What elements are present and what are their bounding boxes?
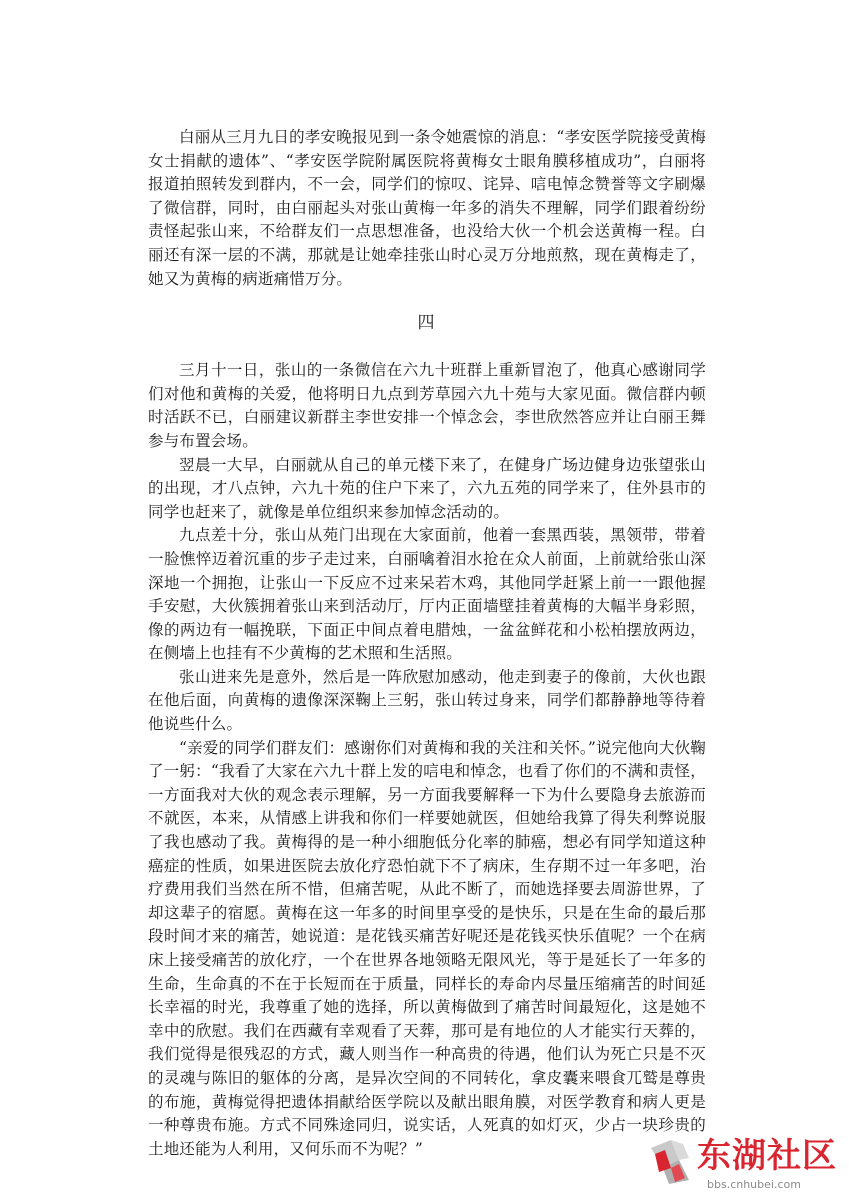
site-watermark: [649, 1134, 839, 1196]
paragraph-1: 白丽从三月九日的孝安晚报见到一条令她震惊的消息：“孝安医学院接受黄梅女士捐献的遗体”、“孝安医学院附属医院将黄梅女士眼角膜移植成功”，白丽将报道拍照转发到群内，不一会，同学们的惊叹、诧异、唁电悼念赞誉等文字刷爆了微信群，同时，由白丽起头对张山黄梅一年多的消失不理解，同学们跟着纷纷责怪起张山来，不给群友们一点思想准备，也没给大伙一个机会送黄梅一程。白丽还有深一层的不满，那就是让她牵挂张山时心灵万分地煎熬，现在黄梅走了，她又为黄梅的病逝痛惜万分。: [148, 128, 706, 288]
paragraph-3: 翌晨一大早，白丽就从自己的单元楼下来了，在健身广场边健身边张望张山的出现，才八点钟，六九十苑的住户下来了，六九五苑的同学来了，住外县市的同学也赶来了，就像是单位组织来参加悼念活动的。: [148, 455, 706, 521]
paragraph-6: “亲爱的同学们群友们：感谢你们对黄梅和我的关注和关怀。”说完他向大伙鞠了一躬：“我看了大家在六九十群上发的唁电和悼念，也看了你们的不满和责怪，一方面我对大伙的观念表示理解，另一方面我要解释一下为什么要隐身去旅游而不就医，本来，从情感上讲我和你们一样要她就医，但她给我算了得失利弊说服了我也感动了我。黄梅得的是一种小细胞低分化率的肺癌，想必有同学知道这种癌症的性质，如果进医院去放化疗恐怕就下不了病床，生存期不过一年多吧，治疗费用我们当然在所不惜，但痛苦呢，从此不断了，而她选择要去周游世界，了却这辈子的宿愿。黄梅在这一年多的时间里享受的是快乐，只是在生命的最后那段时间才来的痛苦，她说道：是花钱买痛苦好呢还是花钱买快乐值呢？一个在病床上接受痛苦的放化疗，一个在世界各地领略无限风光，等于是延长了一年多的生命，生命真的不在于长短而在于质量，同样长的寿命内尽量压缩痛苦的时间延长幸福的时光，我尊重了她的选择，所以黄梅做到了痛苦时间最短化，这是她不幸中的欣慰。我们在西藏有幸观看了天葬，那可是有地位的人才能实行天葬的，我们觉得是很残忍的方式，藏人则当作一种高贵的待遇，他们认为死亡只是不灭的灵魂与陈旧的躯体的分离，是异次空间的不同转化，拿皮囊来喂食兀鹫是尊贵的布施，黄梅觉得把遗体捐献给医学院以及献出眼角膜，对医学教育和病人更是一种尊贵布施。方式不同殊途同归，说实话，人死真的如灯灭，少占一块珍贵的土地还能为人利用，又何乐而不为呢？”: [148, 738, 706, 1158]
watermark-url: bbs.cnhubei.com: [707, 1178, 801, 1191]
watermark-brand: 东湖社区: [697, 1136, 837, 1176]
brand-logo-icon: [649, 1138, 699, 1186]
section-title: 四: [417, 313, 437, 334]
document-page: [148, 126, 706, 1161]
paragraph-2: 三月十一日，张山的一条微信在六九十班群上重新冒泡了，他真心感谢同学们对他和黄梅的关爱，他将明日九点到芳草园六九十苑与大家见面。微信群内顿时活跃不已，白丽建议新群主李世安排一个悼念会，李世欣然答应并让白丽王舞参与布置会场。: [148, 361, 706, 450]
paragraph-5: 张山进来先是意外，然后是一阵欣慰加感动，他走到妻子的像前，大伙也跟在他后面，向黄梅的遗像深深鞠上三躬，张山转过身来，同学们都静静地等待着他说些什么。: [148, 667, 706, 734]
paragraph-4: 九点差十分，张山从苑门出现在大家面前，他着一套黑西装，黑领带，带着一脸憔悴迈着沉重的步子走过来，白丽噙着泪水抢在众人前面，上前就给张山深深地一个拥抱，让张山一下反应不过来呆若木鸡，其他同学赶紧上前一一跟他握手安慰，大伙簇拥着张山来到活动厅，厅内正面墙壁挂着黄梅的大幅半身彩照，像的两边有一幅挽联，下面正中间点着电腊烛，一盆盆鲜花和小松柏摆放两边，在侧墙上也挂有不少黄梅的艺术照和生活照。: [148, 526, 706, 663]
